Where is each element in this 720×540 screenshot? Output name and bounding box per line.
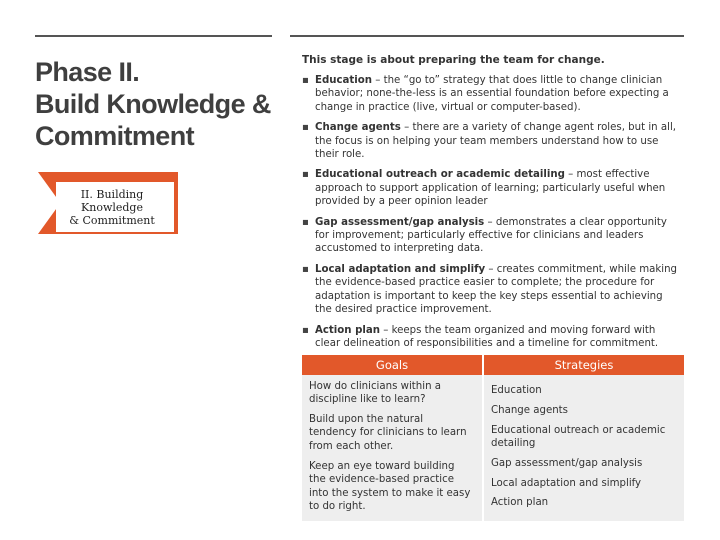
goal-text: from each other. [309,440,394,452]
bullet-item [302,74,690,114]
bullet-text: clear delineation of responsibilities and a timeline for commitment. [315,337,659,349]
bullet-text: – most effective [564,169,650,181]
goal-text: discipline like to learn? [309,394,426,406]
bullet-item [302,216,690,256]
bullet-text: – keeps the team organized and moving forward with [380,324,656,336]
strategy-text: Action plan [491,497,549,508]
strategy-cell [491,384,542,397]
bullet-text: behavior; none-the-less is an essential foundation before expecting a [315,88,669,100]
header-rule-left [35,35,272,37]
bullet-dot-icon: ▪ [302,263,309,275]
chevron-label-line: II. Building [80,187,144,201]
goal-text: the evidence-based practice [309,474,455,486]
strategy-text: detailing [491,438,536,450]
strategies-column-header: Strategies [484,355,684,375]
bullet-dot-icon: ▪ [302,122,309,134]
bullet-dot-icon: ▪ [302,216,309,228]
chevron-label-line: Knowledge [81,200,143,214]
goal-cell [309,413,467,453]
bullet-text: the focus is on helping your team members understand how to use [315,135,659,147]
bullet-text: – the “go to” strategy that does little to change clinician [372,75,663,86]
phase-chevron-label [56,182,174,232]
bullet-text: accustomed to interpreting data. [315,243,484,255]
bullet-dot-icon: ▪ [302,324,309,336]
bullet-item [302,168,690,208]
goal-text: How do clinicians within a [309,381,442,392]
bullet-text: – creates commitment, while making [485,263,678,275]
bullet-dot-icon: ▪ [302,169,309,181]
goal-cell [309,460,470,514]
bullet-text: change in practice (live, virtual or computer-based). [315,101,581,113]
title-line: Commitment [35,121,195,151]
goal-text: Keep an eye toward building [309,461,455,472]
goal-cell [309,380,441,407]
bullet-dot-icon: ▪ [302,75,309,86]
bullet-text: the evidence-based practice easier to complete; the procedure for [315,277,655,289]
goals-column-header: Goals [302,355,482,375]
strategy-cell [491,424,665,451]
bullet-item [302,121,690,161]
bullet-heading: Change agents [315,122,401,134]
strategy-text: Local adaptation and simplify [491,478,642,489]
bullet-heading: Educational outreach or academic detailing [315,169,565,181]
goal-text: into the system to make it easy [309,487,471,499]
bullet-item [302,263,690,317]
bullet-text: provided by a peer opinion leader [315,196,488,208]
intro-text: This stage is about preparing the team for change. [302,54,605,66]
bullet-heading: Action plan [315,324,380,336]
chevron-label-line: & Commitment [69,213,155,227]
strategy-text: Change agents [491,405,568,416]
bullet-text: for improvement; particularly effective for clinicians and leaders [315,230,644,242]
strategy-text: Gap assessment/gap analysis [491,458,643,469]
strategy-cell [491,457,642,470]
bullet-heading: Gap assessment/gap analysis [315,216,485,228]
strategy-cell [491,404,568,417]
strategy-text: Education [491,385,542,396]
goal-text: Build upon the natural [309,414,424,425]
bullet-text: the desired practice improvement. [315,304,492,316]
goals-column [302,375,482,521]
bullet-text: approach to support application of learning; particularly useful when [315,182,666,194]
bullet-heading: Local adaptation and simplify [315,263,486,275]
slide-title [35,56,285,152]
bullet-text: their role. [315,149,365,161]
title-line: Phase II. [35,57,140,87]
strategy-cell [491,496,548,509]
bullet-heading: Education [315,75,373,86]
bullet-text: adaptation is important to keep the key steps essential to achieving [315,290,663,302]
strategy-cell [491,477,641,490]
bullet-text: – there are a variety of change agent roles, but in all, [400,122,677,134]
strategies-column [484,375,684,521]
bullet-item [302,324,690,351]
strategy-bullet-list [302,74,690,350]
header-rule-right [290,35,684,37]
bullet-text: – demonstrates a clear opportunity [484,216,667,228]
goal-text: tendency for clinicians to learn [309,427,467,439]
title-line: Build Knowledge & [35,89,271,119]
goal-text: to do right. [309,501,366,513]
strategy-text: Educational outreach or academic [491,425,666,436]
